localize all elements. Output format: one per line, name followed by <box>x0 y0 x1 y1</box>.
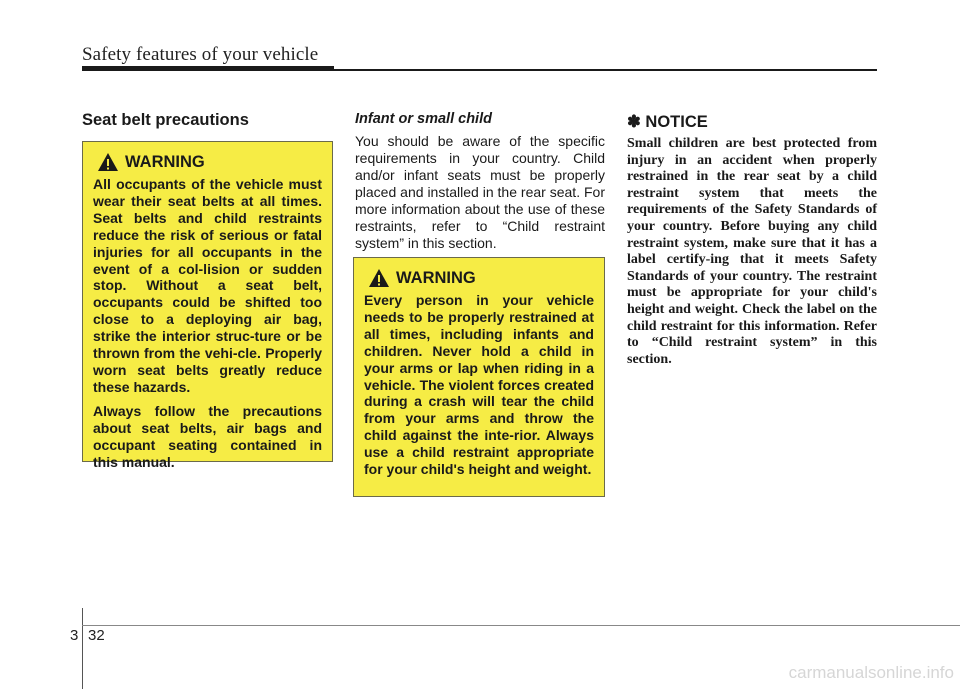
page-number: 32 <box>88 627 105 644</box>
footer-horizontal-line <box>82 625 960 626</box>
warning-header <box>368 268 594 288</box>
warning-title: WARNING <box>125 152 205 171</box>
sub-heading-infant: Infant or small child <box>355 111 492 127</box>
warning-paragraph: All occupants of the vehicle must wear their seat belts at all times. Seat belts and child restraints reduce the risk of serious or fatal injuries for all occupants in the event of a col-lision or sudden stop. Without a seat belt, occupants could be shifted too close to a deploying air bag, strike the interior struc-ture or be thrown from the vehi-cle. Properly worn seat belts greatly reduce these hazards. <box>93 176 322 395</box>
warning-triangle-icon <box>97 152 119 172</box>
header-rule-thin <box>334 69 877 71</box>
footer-vertical-line <box>82 608 83 689</box>
page-chapter: 3 <box>70 627 79 644</box>
section-heading-seat-belt: Seat belt precautions <box>82 111 249 129</box>
warning-paragraph: Always follow the precautions about seat belts, air bags and occupant seating contained in this manual. <box>93 402 322 470</box>
notice-heading: ✽ NOTICE <box>627 113 708 131</box>
warning-box-infant <box>353 257 605 497</box>
warning-title: WARNING <box>396 268 476 287</box>
notice-text: Small children are best protected from injury in an accident when properly restrained in the rear seat by a child restraint system that meets the requirements of the Safety Standards of your country. Before buying any child restraint system, make sure that it has a label certify-ing that it meets Safety Standards of your country. The restraint must be appropriate for your child's height and weight. Check the label on the child restraint for this information. Refer to “Child restraint system” in this section. <box>627 136 877 367</box>
warning-triangle-icon <box>368 268 390 288</box>
body-text-infant: You should be aware of the specific requirements in your country. Child and/or infant seats must be properly placed and installed in the rear seat. For more information about the use of these restraints, refer to “Child restraint system” in this section. <box>355 133 605 251</box>
warning-header <box>97 152 322 172</box>
warning-paragraph: Every person in your vehicle needs to be properly restrained at all times, including infants and children. Never hold a child in your arms or lap when riding in a vehicle. The violent forces created during a crash will tear the child from your arms and throw the child against the inte-rior. Always use a child restraint appropriate for your child's height and weight. <box>364 292 594 478</box>
watermark: carmanualsonline.info <box>788 663 954 682</box>
warning-box-seat-belt <box>82 141 333 470</box>
header-rule-thick <box>82 66 334 71</box>
header-title: Safety features of your vehicle <box>82 44 319 65</box>
